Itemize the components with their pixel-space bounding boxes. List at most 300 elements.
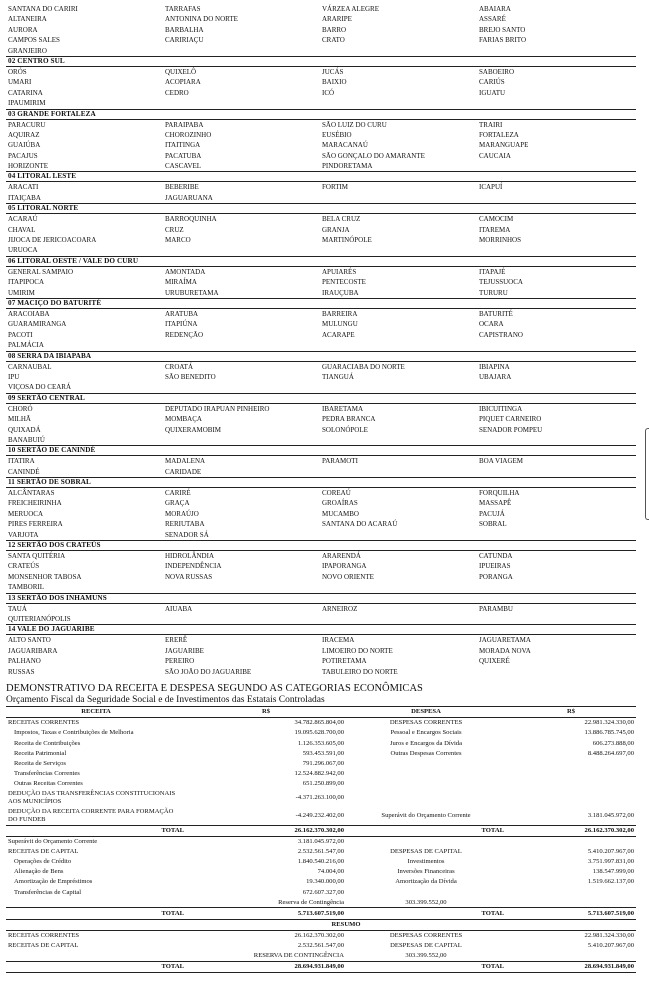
municipality-name: ORÓS (8, 67, 27, 76)
surplus-value: 3.181.045.972,00 (297, 838, 344, 846)
region-heading: 08 SERRA DA IBIAPABA (6, 351, 636, 362)
municipality-name: INDEPENDÊNCIA (165, 562, 222, 571)
receita-label: Receita Patrimonial (14, 749, 67, 757)
municipality-row (6, 467, 636, 477)
municipality-name: TURURU (479, 288, 508, 297)
municipality-name: BEBERIBE (165, 183, 199, 192)
municipality-name: COREAÚ (322, 489, 351, 498)
municipality-name: URUBURETAMA (165, 288, 219, 297)
municipality-row (6, 425, 636, 435)
total-row (6, 825, 636, 836)
total-value: 26.162.370.302,00 (506, 825, 636, 836)
municipality-name: SENADOR SÁ (165, 530, 209, 539)
municipality-name: IBARETAMA (322, 404, 364, 413)
municipality-name: MULUNGU (322, 320, 358, 329)
table-cell (346, 836, 506, 847)
municipality-name (322, 582, 479, 592)
municipality-name: TABULEIRO DO NORTE (322, 667, 398, 676)
despesa-label: DESPESAS DE CAPITAL (390, 942, 462, 950)
municipality-name: LIMOEIRO DO NORTE (322, 646, 393, 655)
municipality-name: BARROQUINHA (165, 215, 217, 224)
municipality-name: ICÓ (322, 88, 335, 97)
municipality-name: AIUABA (165, 604, 193, 613)
surplus-label: Superávit do Orçamento Corrente (8, 838, 98, 846)
municipality-row (6, 582, 636, 592)
receita-label: Outras Receitas Correntes (14, 779, 83, 787)
municipality-row (6, 214, 636, 224)
municipality-row (6, 25, 636, 35)
table-row (6, 877, 636, 887)
table-row (6, 951, 636, 962)
municipality-row (6, 161, 636, 171)
municipality-name: IRAUÇUBA (322, 288, 359, 297)
municipality-name: IPUEIRAS (479, 562, 511, 571)
municipality-name (479, 46, 636, 56)
municipality-name: SANTANA DO CARIRI (8, 5, 78, 13)
despesa-value (506, 779, 636, 789)
municipality-name: GROAÍRAS (322, 499, 358, 508)
table-cell (346, 789, 506, 807)
receita-label: RECEITAS CORRENTES (8, 931, 80, 939)
municipality-name (322, 98, 479, 108)
municipality-name: PALMÁCIA (8, 341, 44, 350)
municipality-row (6, 140, 636, 150)
receita-value: 19.095.628.700,00 (294, 729, 344, 737)
municipality-name: ARARIPE (322, 15, 352, 24)
municipality-name: GENERAL SAMPAIO (8, 267, 74, 276)
region-heading: 02 CENTRO SUL (6, 56, 636, 67)
municipality-name (322, 245, 479, 255)
despesa-label: Juros e Encargos da Dívida (389, 739, 463, 747)
table-cell (6, 897, 186, 908)
table-cell (6, 951, 186, 962)
header-despesa: DESPESA (346, 706, 506, 717)
municipality-name (322, 530, 479, 540)
municipality-name: MARCO (165, 236, 191, 245)
table-row (6, 867, 636, 877)
despesa-label (346, 768, 506, 778)
municipality-name: MUCAMBO (322, 509, 359, 518)
municipality-name: ARATUBA (165, 309, 199, 318)
municipality-name: UBAJARA (479, 372, 512, 381)
municipality-name (322, 614, 479, 624)
receita-value: 593.453.591,00 (302, 749, 344, 757)
municipality-name: PALHANO (8, 657, 41, 666)
municipality-name: TAMBORIL (8, 583, 44, 592)
reserve-label: RESERVA DE CONTINGÊNCIA (253, 952, 344, 960)
municipality-name: CRATO (322, 36, 345, 45)
deduction-row (6, 789, 636, 807)
municipality-name: ICAPUÍ (479, 183, 503, 192)
table-row (6, 941, 636, 951)
region-heading: 10 SERTÃO DE CANINDÉ (6, 445, 636, 456)
municipality-name: SABOEIRO (479, 67, 515, 76)
municipality-name: SANTANA DO ACARAÚ (322, 520, 398, 529)
total-label: TOTAL (346, 908, 506, 919)
municipality-name: SANTA QUITÉRIA (8, 552, 66, 561)
municipality-name: ABAIARA (479, 5, 511, 13)
municipality-row (6, 509, 636, 519)
receita-label: RECEITAS CORRENTES (8, 719, 80, 727)
municipality-name: BREJO SANTO (479, 25, 526, 34)
table-cell (506, 897, 636, 908)
table-row (6, 847, 636, 857)
municipality-name: ITAREMA (479, 225, 511, 234)
municipality-name: CEDRO (165, 88, 189, 97)
total-row (6, 908, 636, 919)
municipality-name: MARANGUAPE (479, 141, 529, 150)
despesa-label: Investimentos (407, 858, 445, 866)
summary-title: RESUMO (186, 919, 506, 930)
municipality-name: CROATÁ (165, 362, 194, 371)
municipality-name: CAMPOS SALES (8, 36, 60, 45)
municipality-name (322, 46, 479, 56)
table-row (6, 836, 636, 847)
table-header-row (6, 706, 636, 717)
municipality-name: TARRAFAS (165, 5, 201, 13)
municipality-name: REDENÇÃO (165, 330, 204, 339)
table-row (6, 718, 636, 729)
scroll-handle[interactable] (645, 428, 649, 520)
municipality-row (6, 77, 636, 87)
financial-table (6, 706, 636, 973)
municipality-name: NOVA RUSSAS (165, 572, 213, 581)
municipality-name (479, 98, 636, 108)
municipality-name (322, 467, 479, 477)
municipality-row (6, 572, 636, 582)
municipality-name: CRATEÚS (8, 562, 40, 571)
header-rs-receita: R$ (186, 706, 346, 717)
municipality-row (6, 235, 636, 245)
municipality-name: NOVO ORIENTE (322, 572, 374, 581)
receita-label: Amortização de Empréstimos (14, 878, 93, 886)
document-page (6, 4, 636, 973)
municipality-name: FORTIM (322, 183, 349, 192)
municipality-name: GUARACIABA DO NORTE (322, 362, 405, 371)
report-title: DEMONSTRATIVO DA RECEITA E DESPESA SEGUNDO AS CATEGORIAS ECONÔMICAS (6, 682, 423, 694)
municipality-name: MOMBAÇA (165, 415, 202, 424)
municipality-name: BAIXIO (322, 78, 347, 87)
municipality-name: MASSAPÊ (479, 499, 512, 508)
total-label: TOTAL (346, 961, 506, 972)
municipality-name: MILHÃ (8, 415, 31, 424)
receita-label: Transferências de Capital (14, 888, 82, 896)
municipality-name: CARIDADE (165, 467, 202, 476)
municipality-name (165, 46, 322, 56)
municipality-name: CARNAUBAL (8, 362, 52, 371)
municipality-name: CRUZ (165, 225, 184, 234)
total-row (6, 961, 636, 972)
municipality-row (6, 245, 636, 255)
municipality-name: BARBALHA (165, 25, 204, 34)
summary-title-row (6, 919, 636, 930)
municipality-name: AQUIRAZ (8, 130, 40, 139)
municipality-name: CATARINA (8, 88, 43, 97)
municipality-name: BARREIRA (322, 309, 358, 318)
region-heading: 06 LITORAL OESTE / VALE DO CURU (6, 256, 636, 267)
total-label: TOTAL (6, 908, 186, 919)
deduction-label: DEDUÇÃO DAS TRANSFERÊNCIAS CONSTITUCIONAIS AOS MUNICÍPIOS (8, 790, 176, 805)
receita-label: Receita de Serviços (14, 759, 66, 767)
municipality-name: TAUÁ (8, 604, 27, 613)
municipality-name: GRANJEIRO (8, 46, 47, 55)
municipality-name: SÃO GONÇALO DO AMARANTE (322, 151, 425, 160)
region-heading: 13 SERTÃO DOS INHAMUNS (6, 593, 636, 604)
despesa-value: 1.519.662.137,00 (587, 878, 634, 886)
municipality-name: BANABUIÚ (8, 435, 45, 444)
municipality-name: JAGUARIBE (165, 646, 204, 655)
receita-value: 1.840.540.216,00 (297, 858, 344, 866)
municipality-name (322, 340, 479, 350)
municipality-name: PACATUBA (165, 151, 202, 160)
municipality-name: CARIRIAÇU (165, 36, 204, 45)
municipality-row (6, 561, 636, 571)
municipality-row (6, 182, 636, 192)
receita-value: 1.126.353.605,00 (297, 739, 344, 747)
municipality-name (479, 467, 636, 477)
total-label: TOTAL (6, 825, 186, 836)
municipality-row (6, 67, 636, 77)
municipality-name: GRAÇA (165, 499, 190, 508)
municipality-row (6, 488, 636, 498)
region-heading: 07 MACIÇO DO BATURITÉ (6, 298, 636, 309)
municipality-name: ITAITINGA (165, 141, 201, 150)
municipality-row (6, 151, 636, 161)
despesa-value: 22.981.324.330,00 (584, 719, 634, 727)
municipality-name: PENTECOSTE (322, 278, 366, 287)
despesa-label: Inversões Financeiras (397, 868, 455, 876)
despesa-value: 138.547.999,00 (592, 868, 634, 876)
total-value: 28.694.931.849,00 (186, 961, 346, 972)
municipality-name: MORADA NOVA (479, 646, 531, 655)
municipality-row (6, 340, 636, 350)
municipality-name: GUAIÚBA (8, 141, 41, 150)
municipality-row (6, 193, 636, 203)
municipality-name (165, 614, 322, 624)
receita-label: Operações de Crédito (14, 858, 72, 866)
municipality-row (6, 372, 636, 382)
municipality-name (479, 530, 636, 540)
municipality-name (322, 435, 479, 445)
surplus-value: 3.181.045.972,00 (587, 811, 634, 819)
despesa-value: 22.981.324.330,00 (584, 931, 634, 939)
municipality-row (6, 225, 636, 235)
municipality-name: JAGUARUANA (165, 193, 213, 202)
receita-label: RECEITAS DE CAPITAL (8, 848, 79, 856)
region-heading: 14 VALE DO JAGUARIBE (6, 624, 636, 635)
table-row (6, 857, 636, 867)
receita-value: 74.004,00 (317, 868, 344, 876)
municipality-name: DEPUTADO IRAPUAN PINHEIRO (165, 404, 270, 413)
municipality-name: ACARAÚ (8, 215, 38, 224)
despesa-label (346, 887, 506, 897)
municipality-name: CAUCAIA (479, 151, 511, 160)
municipality-name: CARIRÉ (165, 489, 191, 498)
municipality-name (322, 193, 479, 203)
despesa-value (506, 758, 636, 768)
region-heading: 05 LITORAL NORTE (6, 203, 636, 214)
receita-label: Receita de Contribuições (14, 739, 81, 747)
table-cell (506, 951, 636, 962)
municipality-row (6, 530, 636, 540)
municipality-name: POTIRETAMA (322, 657, 367, 666)
table-row (6, 728, 636, 738)
despesa-label: DESPESAS DE CAPITAL (390, 848, 462, 856)
table-row (6, 748, 636, 758)
despesa-label: Amortização da Dívida (395, 878, 457, 886)
total-value: 28.694.931.849,00 (506, 961, 636, 972)
municipality-name: CASCAVEL (165, 162, 202, 171)
municipality-name: ITAPIPOCA (8, 278, 44, 287)
municipality-name: MARTINÓPOLE (322, 236, 372, 245)
municipality-name (322, 382, 479, 392)
municipality-name: PACUJÁ (479, 509, 505, 518)
despesa-value: 606.273.888,00 (592, 739, 634, 747)
table-cell (506, 789, 636, 807)
total-label: TOTAL (346, 825, 506, 836)
receita-value: 34.782.865.804,00 (294, 719, 344, 727)
municipality-name: ANTONINA DO NORTE (165, 15, 238, 24)
despesa-label: Pessoal e Encargos Sociais (390, 729, 462, 737)
municipality-name: CAPISTRANO (479, 330, 523, 339)
despesa-label (346, 758, 506, 768)
municipality-row (6, 604, 636, 614)
municipality-name: FARIAS BRITO (479, 36, 527, 45)
despesa-value: 8.488.264.697,00 (587, 749, 634, 757)
despesa-value: 3.751.997.831,00 (587, 858, 634, 866)
municipality-name: HIDROLÂNDIA (165, 552, 214, 561)
municipality-name: MADALENA (165, 457, 206, 466)
despesa-label: Outras Despesas Correntes (390, 749, 462, 757)
municipality-name: CANINDÉ (8, 467, 40, 476)
receita-value: 19.340.000,00 (306, 878, 344, 886)
municipality-name: PARACURU (8, 120, 46, 129)
municipality-name (479, 614, 636, 624)
municipality-name: ACOPIARA (165, 78, 201, 87)
municipality-name (479, 382, 636, 392)
municipality-row (6, 656, 636, 666)
municipality-name: TRAIRI (479, 120, 503, 129)
municipality-row (6, 362, 636, 372)
municipality-row (6, 435, 636, 445)
municipality-row (6, 667, 636, 677)
municipality-name (165, 98, 322, 108)
municipality-name: VIÇOSA DO CEARÁ (8, 383, 72, 392)
surplus-label: Superávit do Orçamento Corrente (381, 811, 471, 819)
reserve-value: 303.399.552,00 (405, 952, 447, 960)
municipality-name: PARAIPABA (165, 120, 204, 129)
municipality-row (6, 404, 636, 414)
municipality-name: PINDORETAMA (322, 162, 373, 171)
municipality-name: PARAMBU (479, 604, 513, 613)
municipality-name (165, 245, 322, 255)
municipality-name: JAGUARETAMA (479, 636, 531, 645)
municipality-name: MONSENHOR TABOSA (8, 572, 82, 581)
municipality-name: QUIXERÉ (479, 657, 510, 666)
report-subtitle: Orçamento Fiscal da Seguridade Social e de Investimentos das Estatais Controladas (6, 694, 325, 705)
municipality-name: CHORÓ (8, 404, 33, 413)
municipality-name: PORANGA (479, 572, 513, 581)
municipality-name (479, 245, 636, 255)
municipality-name: ASSARÉ (479, 15, 506, 24)
municipality-name: PACAJUS (8, 151, 38, 160)
municipality-name: VARJOTA (8, 530, 39, 539)
municipality-row (6, 646, 636, 656)
receita-label: Transferências Correntes (14, 769, 80, 777)
municipality-name: ERERÊ (165, 636, 188, 645)
municipality-row (6, 635, 636, 645)
municipality-name: ARNEIROZ (322, 604, 358, 613)
table-cell (506, 836, 636, 847)
municipality-row (6, 288, 636, 298)
despesa-value: 5.410.207.967,00 (587, 942, 634, 950)
municipality-name: QUITERIANÓPOLIS (8, 614, 71, 623)
municipality-name (479, 193, 636, 203)
table-row (6, 897, 636, 908)
despesa-label (346, 779, 506, 789)
municipality-name (479, 340, 636, 350)
municipality-name: IPAPORANGA (322, 562, 367, 571)
municipality-name: CARIÚS (479, 78, 505, 87)
municipality-name: QUIXELÔ (165, 67, 197, 76)
municipality-row (6, 277, 636, 287)
municipality-row (6, 414, 636, 424)
municipality-name: IPU (8, 372, 20, 381)
municipality-name: CAMOCIM (479, 215, 514, 224)
deduction-value: -4.371.263.100,00 (295, 793, 344, 801)
table-row (6, 758, 636, 768)
municipality-name: BOA VIAGEM (479, 457, 524, 466)
table-row (6, 930, 636, 941)
deduction-row (6, 807, 636, 826)
municipality-name: RUSSAS (8, 667, 35, 676)
municipality-name: JIJOCA DE JERICOACOARA (8, 236, 97, 245)
total-value: 26.162.370.302,00 (186, 825, 346, 836)
municipality-name: IGUATU (479, 88, 506, 97)
municipality-name: PACOTI (8, 330, 33, 339)
municipality-name: SENADOR POMPEU (479, 425, 543, 434)
municipality-name: JAGUARIBARA (8, 646, 58, 655)
despesa-label: DESPESAS CORRENTES (389, 931, 463, 939)
municipality-row (6, 14, 636, 24)
despesa-label: DESPESAS CORRENTES (389, 719, 463, 727)
municipality-name: ALTO SANTO (8, 636, 51, 645)
municipality-name: SÃO LUIZ DO CURU (322, 120, 387, 129)
municipality-name: PEDRA BRANCA (322, 415, 376, 424)
municipality-name: FORQUILHA (479, 489, 520, 498)
municipality-name: IPAUMIRIM (8, 99, 46, 108)
municipality-name: SÃO JOÃO DO JAGUARIBE (165, 667, 252, 676)
municipality-name: PIQUET CARNEIRO (479, 415, 542, 424)
municipality-row (6, 456, 636, 466)
municipality-name: IRACEMA (322, 636, 355, 645)
municipality-row (6, 120, 636, 130)
municipality-name: PIRES FERREIRA (8, 520, 63, 529)
total-value: 5.713.607.519,00 (506, 908, 636, 919)
municipality-row (6, 4, 636, 14)
municipality-name: ALTANEIRA (8, 15, 47, 24)
municipality-row (6, 319, 636, 329)
municipality-name: EUSÉBIO (322, 130, 352, 139)
region-heading: 03 GRANDE FORTALEZA (6, 109, 636, 120)
municipality-name: ARACATI (8, 183, 39, 192)
municipality-name: QUIXADÁ (8, 425, 41, 434)
receita-value: 2.532.561.547,00 (297, 942, 344, 950)
municipality-name: CHAVAL (8, 225, 36, 234)
municipality-name: BARRO (322, 25, 347, 34)
municipality-name: IBICUITINGA (479, 404, 523, 413)
total-value: 5.713.607.519,00 (186, 908, 346, 919)
